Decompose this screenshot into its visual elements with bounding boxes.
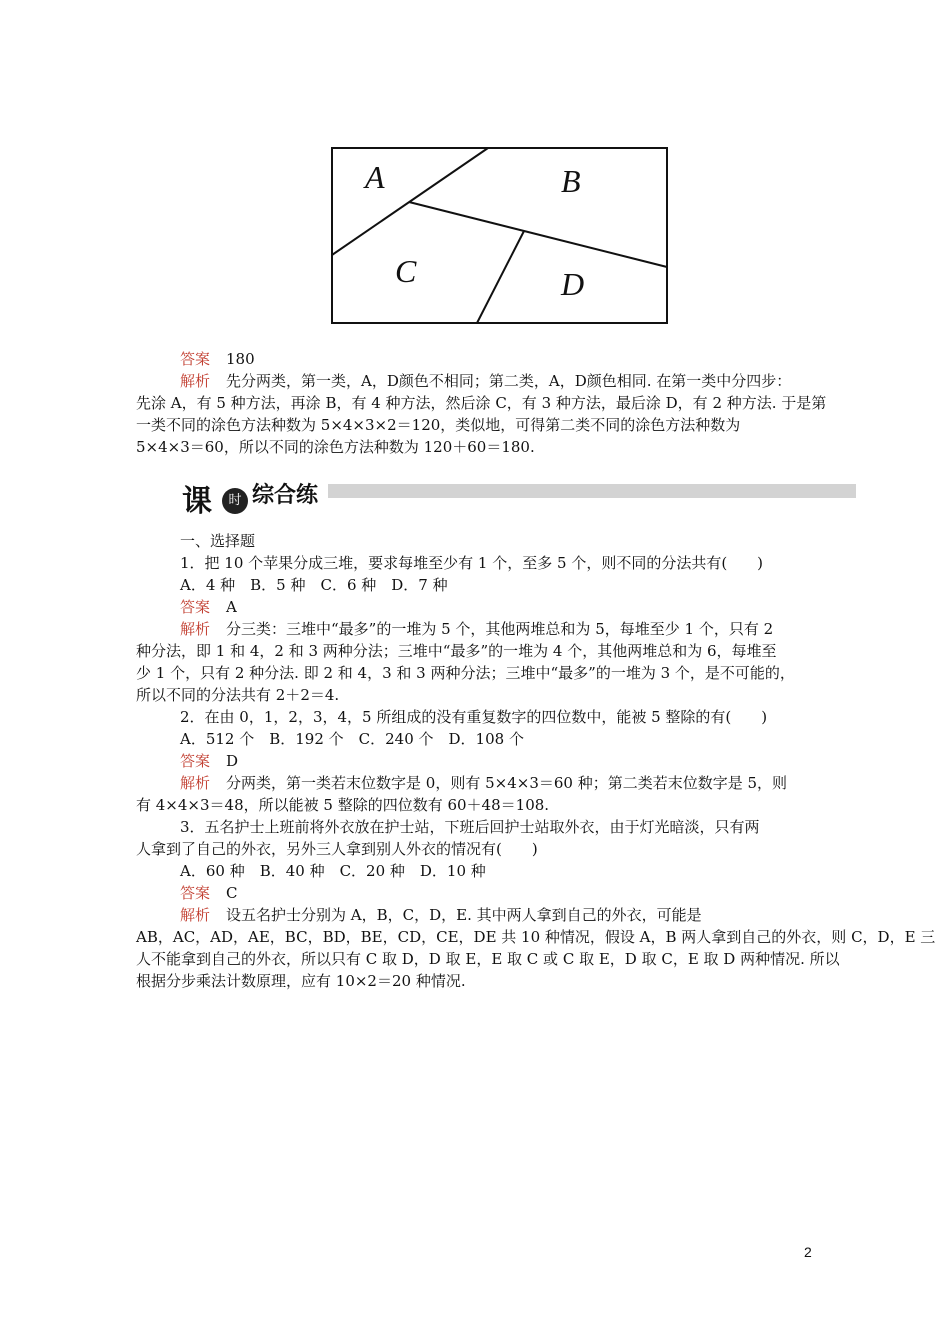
q3-analysis-line-3: 人不能拿到自己的外衣，所以只有 C 取 D，D 取 E，E 取 C 或 C 取 E，D 取 C，E 取 D 两种情况. 所以 (136, 950, 840, 968)
prev-analysis-line-2: 先涂 A，有 5 种方法，再涂 B，有 4 种方法，然后涂 C，有 3 种方法，最后涂 D，有 2 种方法. 于是第 (136, 394, 827, 412)
page-number: 2 (804, 1244, 812, 1260)
q1-analysis-line-1 (136, 618, 816, 640)
region-c-label: C (395, 253, 417, 289)
q2-analysis-line-2: 有 4×4×3＝48，所以能被 5 整除的四位数有 60＋48＝108. (136, 796, 550, 814)
region-b-label: B (561, 163, 581, 199)
analysis-label: 解析 (180, 620, 211, 638)
banner-ke: 课 (182, 484, 210, 519)
region-a-label: A (365, 159, 385, 195)
answer-label: 答案 (180, 884, 211, 902)
q3-analysis-line-4: 根据分步乘法计数原理，应有 10×2＝20 种情况. (136, 972, 466, 990)
q3-analysis-line-2: AB，AC，AD，AE，BC，BD，BE，CD，CE，DE 共 10 种情况，假设 A，B 两人拿到自己的外衣，则 C，D，E 三 (136, 928, 936, 946)
q2-analysis-line-1 (136, 772, 816, 794)
q3-stem-line-2: 人拿到了自己的外衣，另外三人拿到别人外衣的情况有( ) (136, 840, 538, 858)
answer-label: 答案 (180, 752, 211, 770)
analysis-label: 解析 (180, 774, 211, 792)
q3-options: A．60 种 B．40 种 C．20 种 D．10 种 (180, 862, 486, 880)
section-title: 一、选择题 (180, 532, 256, 550)
region-d-label: D (561, 266, 585, 302)
q3-answer (136, 882, 816, 904)
q2-options: A．512 个 B．192 个 C．240 个 D．108 个 (180, 730, 524, 748)
analysis-text: 分三类：三堆中“最多”的一堆为 5 个，其他两堆总和为 5，每堆至少 1 个，只有 2 (226, 620, 774, 638)
banner-bar (328, 484, 856, 498)
banner-title: 综合练 (252, 483, 319, 508)
q3-analysis-line-1 (136, 904, 816, 926)
q1-options: A．4 种 B．5 种 C．6 种 D．7 种 (180, 576, 448, 594)
q1-analysis-line-2: 种分法，即 1 和 4，2 和 3 两种分法；三堆中“最多”的一堆为 4 个，其他两堆总和为 6，每堆至 (136, 642, 777, 660)
region-diagram (325, 142, 687, 330)
analysis-text: 设五名护士分别为 A，B，C，D，E. 其中两人拿到自己的外衣，可能是 (226, 906, 702, 924)
q2-stem: 2．在由 0，1，2，3，4，5 所组成的没有重复数字的四位数中，能被 5 整除的有( ) (180, 708, 768, 726)
q1-analysis-line-4: 所以不同的分法共有 2＋2＝4. (136, 686, 340, 704)
answer-value: D (226, 752, 239, 770)
q3-stem-line-1: 3．五名护士上班前将外衣放在护士站，下班后回护士站取外衣，由于灯光暗淡，只有两 (180, 818, 760, 836)
region-diagram-svg (325, 142, 687, 330)
analysis-text: 先分两类，第一类，A，D颜色不相同；第二类，A，D颜色相同. 在第一类中分四步： (226, 372, 792, 390)
analysis-text: 分两类，第一类若末位数字是 0，则有 5×4×3＝60 种；第二类若末位数字是 5，则 (226, 774, 788, 792)
q1-analysis-line-3: 少 1 个，只有 2 种分法. 即 2 和 4，3 和 3 两种分法；三堆中“最多”的一堆为 3 个，是不可能的， (136, 664, 795, 682)
prev-answer (136, 348, 816, 370)
banner-shi-badge: 时 (222, 488, 248, 514)
answer-value: A (226, 598, 237, 616)
prev-analysis-line-4: 5×4×3＝60，所以不同的涂色方法种数为 120＋60＝180. (136, 438, 535, 456)
analysis-label: 解析 (180, 906, 211, 924)
prev-analysis-line-1 (136, 370, 816, 392)
analysis-label: 解析 (180, 372, 211, 390)
answer-label: 答案 (180, 350, 211, 368)
answer-value: C (226, 884, 238, 902)
prev-analysis-line-3: 一类不同的涂色方法种数为 5×4×3×2＝120，类似地，可得第二类不同的涂色方法种数为 (136, 416, 741, 434)
exercise-block (136, 530, 936, 992)
q1-stem: 1．把 10 个苹果分成三堆，要求每堆至少有 1 个，至多 5 个，则不同的分法共有( ) (180, 554, 764, 572)
q2-answer (136, 750, 816, 772)
answer-value: 180 (226, 350, 255, 368)
q1-answer (136, 596, 816, 618)
answer-label: 答案 (180, 598, 211, 616)
prev-answer-block (136, 348, 827, 458)
